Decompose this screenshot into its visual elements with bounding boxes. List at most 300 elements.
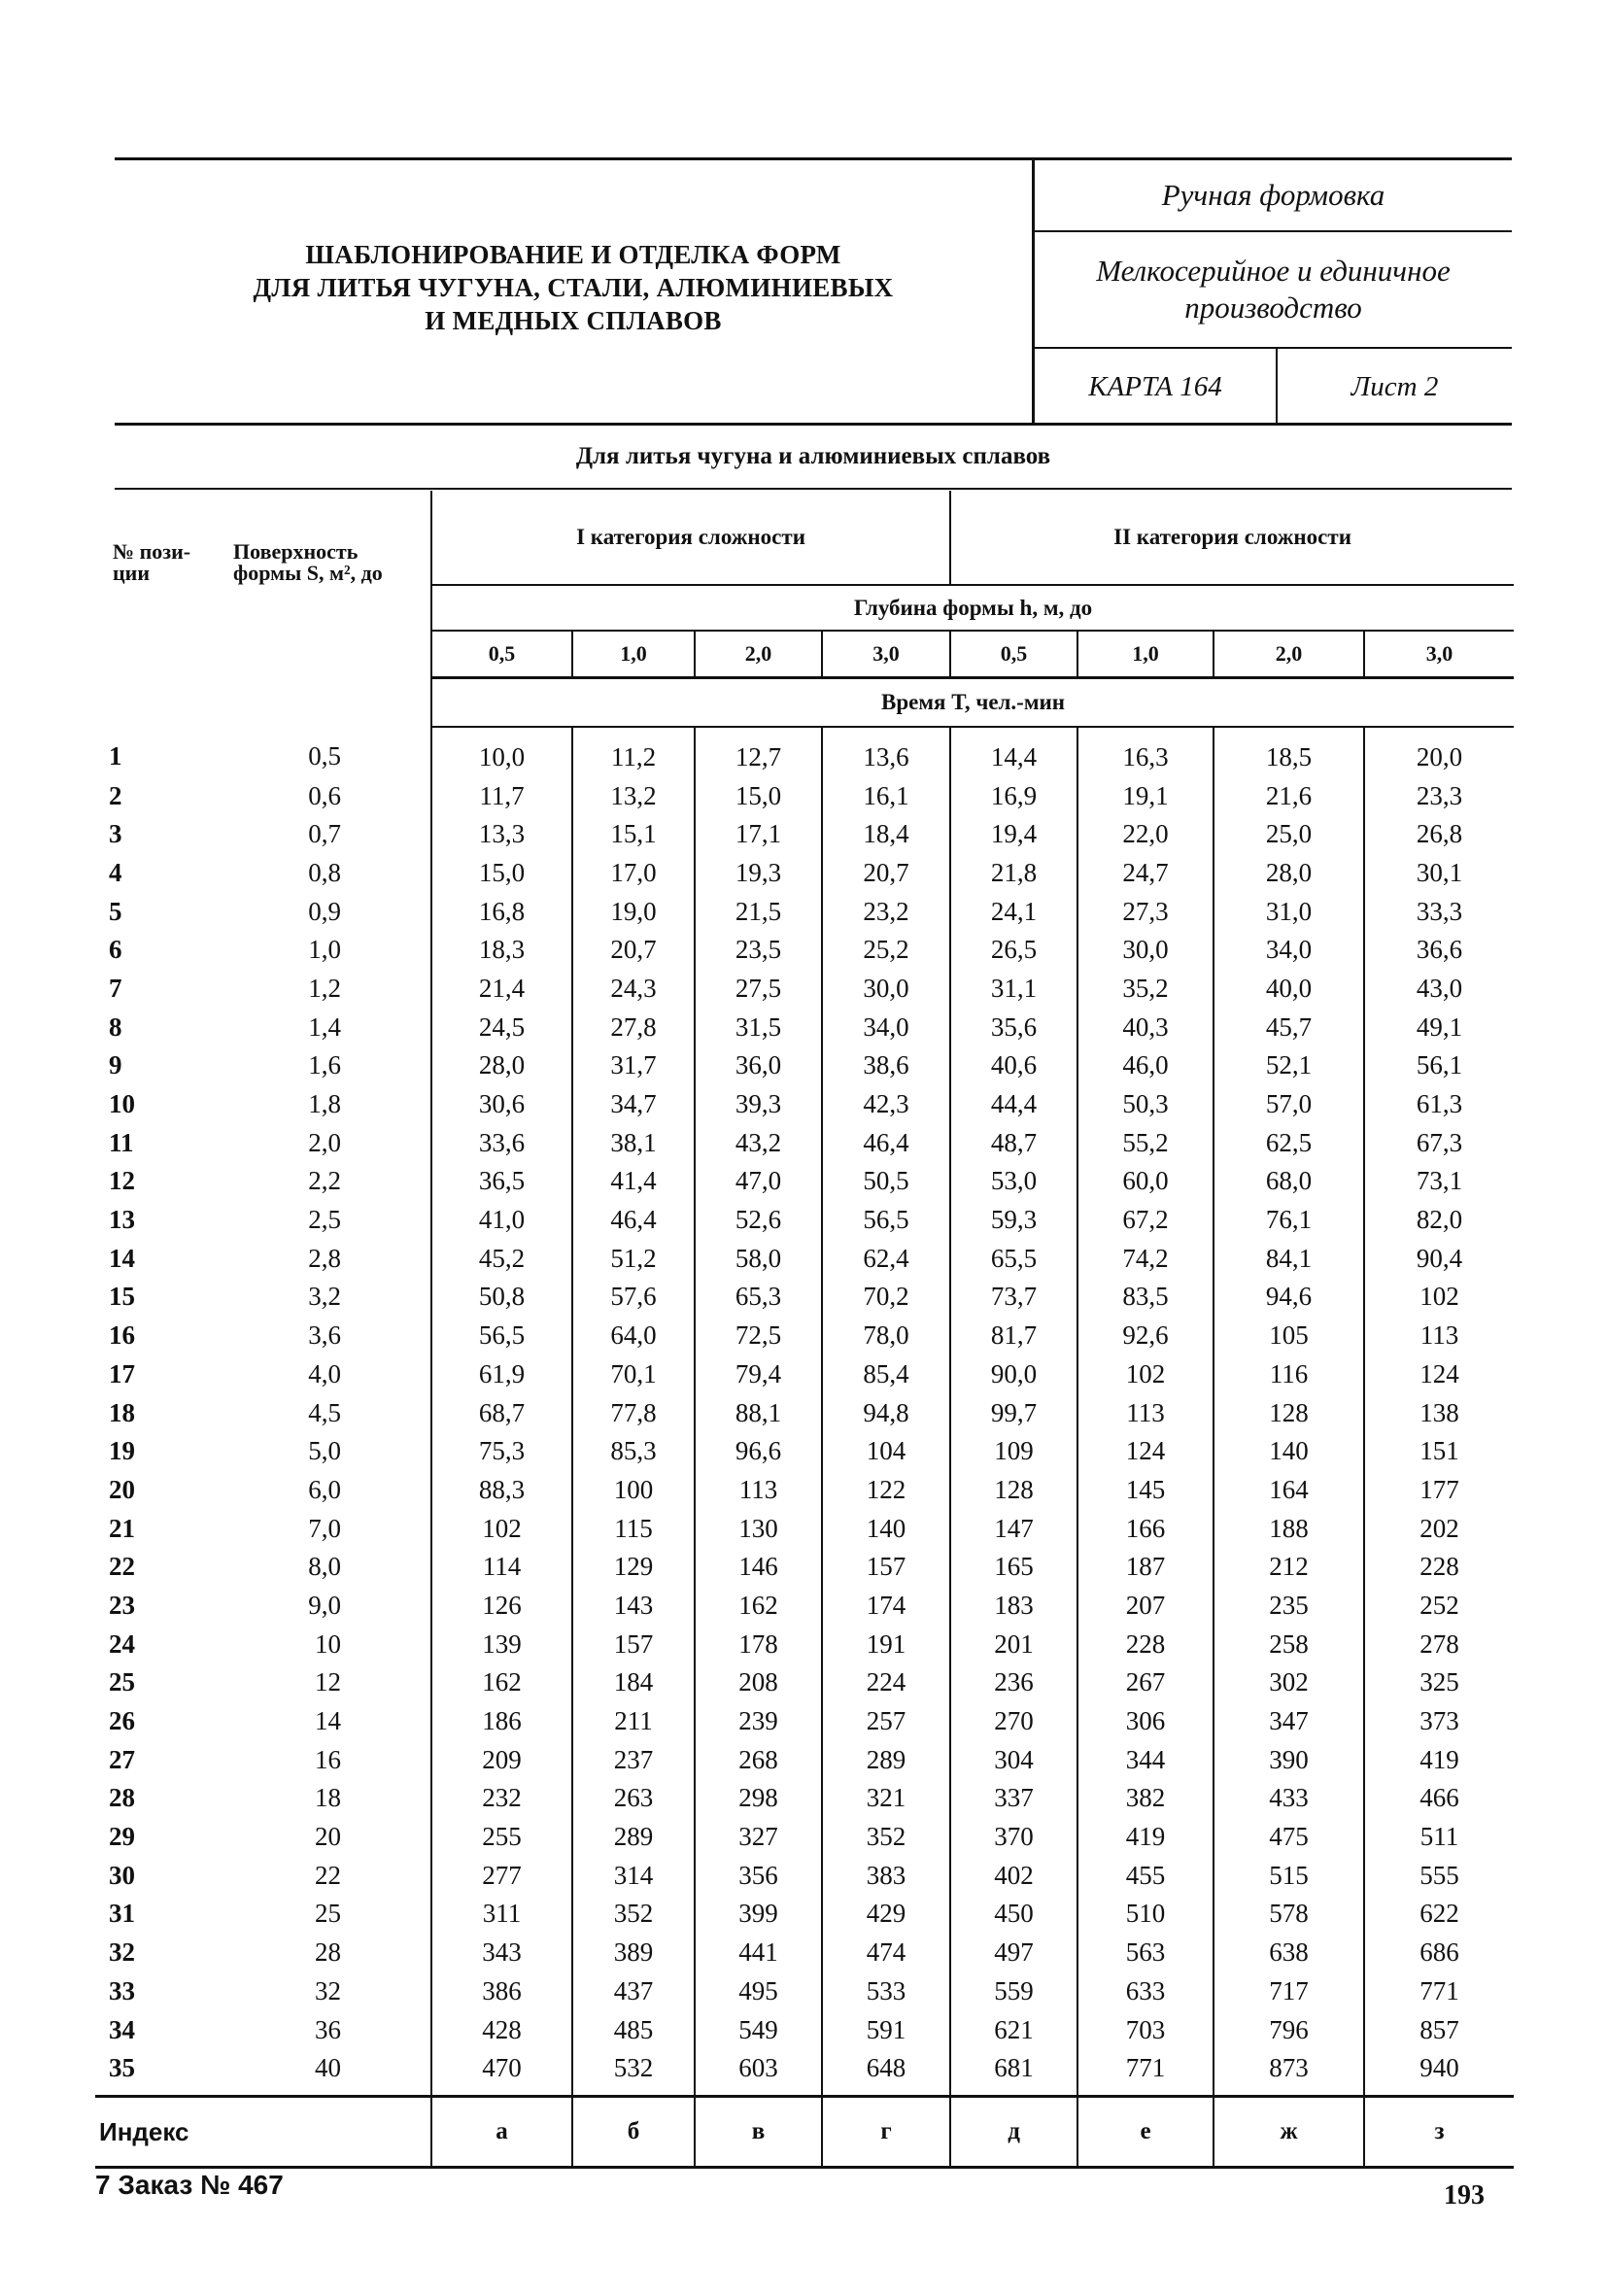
surface-value: 3,6 <box>218 1316 431 1354</box>
time-value: 270 <box>950 1701 1077 1740</box>
time-value: 41,4 <box>572 1162 695 1201</box>
time-value: 188 <box>1214 1509 1364 1548</box>
surface-value: 5,0 <box>218 1431 431 1470</box>
position-number: 2 <box>109 780 122 810</box>
time-value: 139 <box>431 1625 572 1663</box>
time-value: 72,5 <box>695 1316 822 1354</box>
surface-value: 40 <box>218 2048 431 2096</box>
surface-value: 1,2 <box>218 969 431 1008</box>
surface-value: 7,0 <box>218 1509 431 1548</box>
position-number: 10 <box>109 1089 135 1119</box>
time-value: 11,2 <box>572 727 695 776</box>
table-row <box>95 814 1514 853</box>
time-value: 34,0 <box>1214 930 1364 969</box>
time-value: 940 <box>1364 2048 1514 2096</box>
time-value: 129 <box>572 1547 695 1586</box>
time-value: 532 <box>572 2048 695 2096</box>
norms-table <box>95 491 1514 2169</box>
depth-value: 0,5 <box>950 631 1077 678</box>
position-number: 29 <box>109 1822 135 1852</box>
time-value: 140 <box>822 1509 950 1548</box>
time-value: 591 <box>822 2010 950 2049</box>
time-value: 621 <box>950 2010 1077 2049</box>
position-number: 34 <box>109 2014 135 2044</box>
time-value: 21,4 <box>431 969 572 1008</box>
time-value: 82,0 <box>1364 1200 1514 1239</box>
surface-value: 22 <box>218 1856 431 1895</box>
time-value: 578 <box>1214 1895 1364 1934</box>
sheet-number: Лист 2 <box>1351 371 1439 402</box>
surface-value: 4,5 <box>218 1393 431 1432</box>
table-row <box>95 1316 1514 1354</box>
position-number: 1 <box>109 741 122 771</box>
time-value: 236 <box>950 1663 1077 1702</box>
time-value: 370 <box>950 1817 1077 1856</box>
surface-value: 32 <box>218 1971 431 2010</box>
time-value: 96,6 <box>695 1431 822 1470</box>
index-label: Индекс <box>95 2097 431 2168</box>
time-value: 88,3 <box>431 1470 572 1509</box>
table-row <box>95 1431 1514 1470</box>
time-value: 88,1 <box>695 1393 822 1432</box>
position-number: 13 <box>109 1205 135 1235</box>
time-value: 166 <box>1077 1509 1214 1548</box>
time-value: 278 <box>1364 1625 1514 1663</box>
time-value: 128 <box>1214 1393 1364 1432</box>
time-value: 67,2 <box>1077 1200 1214 1239</box>
time-value: 40,3 <box>1077 1008 1214 1046</box>
surface-value: 36 <box>218 2010 431 2049</box>
position-number: 25 <box>109 1667 135 1697</box>
time-value: 555 <box>1364 1856 1514 1895</box>
time-value: 549 <box>695 2010 822 2049</box>
time-value: 78,0 <box>822 1316 950 1354</box>
column-header-position: № пози- ции <box>113 539 191 585</box>
time-value: 113 <box>1077 1393 1214 1432</box>
position-number: 20 <box>109 1474 135 1504</box>
time-value: 382 <box>1077 1779 1214 1818</box>
time-value: 208 <box>695 1663 822 1702</box>
time-value: 33,3 <box>1364 892 1514 931</box>
time-value: 83,5 <box>1077 1278 1214 1317</box>
time-value: 28,0 <box>1214 853 1364 892</box>
time-value: 140 <box>1214 1431 1364 1470</box>
time-value: 64,0 <box>572 1316 695 1354</box>
time-value: 147 <box>950 1509 1077 1548</box>
time-value: 19,0 <box>572 892 695 931</box>
time-value: 559 <box>950 1971 1077 2010</box>
time-value: 46,4 <box>822 1123 950 1162</box>
table-row <box>95 892 1514 931</box>
time-value: 24,3 <box>572 969 695 1008</box>
time-value: 43,2 <box>695 1123 822 1162</box>
table-row <box>95 776 1514 815</box>
time-value: 622 <box>1364 1895 1514 1934</box>
time-value: 124 <box>1077 1431 1214 1470</box>
time-value: 466 <box>1364 1779 1514 1818</box>
time-value: 56,5 <box>431 1316 572 1354</box>
surface-value: 0,7 <box>218 814 431 853</box>
position-number: 24 <box>109 1628 135 1659</box>
time-value: 138 <box>1364 1393 1514 1432</box>
time-value: 31,0 <box>1214 892 1364 931</box>
card-number: КАРТА 164 <box>1035 349 1278 426</box>
time-value: 75,3 <box>431 1431 572 1470</box>
time-value: 68,7 <box>431 1393 572 1432</box>
time-value: 497 <box>950 1933 1077 1971</box>
depth-value: 2,0 <box>695 631 822 678</box>
time-value: 257 <box>822 1701 950 1740</box>
table-row <box>95 1895 1514 1934</box>
time-value: 50,3 <box>1077 1084 1214 1123</box>
card-row <box>1035 349 1512 426</box>
time-value: 428 <box>431 2010 572 2049</box>
time-value: 115 <box>572 1509 695 1548</box>
time-value: 31,5 <box>695 1008 822 1046</box>
table-row <box>95 2010 1514 2049</box>
time-value: 23,2 <box>822 892 950 931</box>
time-value: 178 <box>695 1625 822 1663</box>
time-value: 162 <box>431 1663 572 1702</box>
depth-value: 3,0 <box>1364 631 1514 678</box>
column-index-letter: б <box>572 2097 695 2168</box>
time-value: 433 <box>1214 1779 1364 1818</box>
time-value: 268 <box>695 1740 822 1779</box>
time-value: 211 <box>572 1701 695 1740</box>
time-value: 20,7 <box>822 853 950 892</box>
time-value: 419 <box>1077 1817 1214 1856</box>
position-number: 4 <box>109 857 122 887</box>
time-value: 52,1 <box>1214 1046 1364 1085</box>
position-number: 31 <box>109 1899 135 1929</box>
surface-value: 1,4 <box>218 1008 431 1046</box>
time-value: 41,0 <box>431 1200 572 1239</box>
time-value: 356 <box>695 1856 822 1895</box>
surface-value: 1,8 <box>218 1084 431 1123</box>
time-value: 475 <box>1214 1817 1364 1856</box>
depth-value: 1,0 <box>1077 631 1214 678</box>
time-value: 157 <box>572 1625 695 1663</box>
time-value: 22,0 <box>1077 814 1214 853</box>
time-value: 70,1 <box>572 1354 695 1393</box>
time-value: 16,1 <box>822 776 950 815</box>
time-value: 45,7 <box>1214 1008 1364 1046</box>
time-value: 56,1 <box>1364 1046 1514 1085</box>
time-value: 74,2 <box>1077 1239 1214 1278</box>
table-row <box>95 1084 1514 1123</box>
position-number: 8 <box>109 1011 122 1042</box>
time-value: 321 <box>822 1779 950 1818</box>
column-index-letter: в <box>695 2097 822 2168</box>
table-row <box>95 1470 1514 1509</box>
time-value: 23,3 <box>1364 776 1514 815</box>
time-value: 116 <box>1214 1354 1364 1393</box>
position-number: 33 <box>109 1975 135 2005</box>
time-value: 145 <box>1077 1470 1214 1509</box>
time-value: 109 <box>950 1431 1077 1470</box>
table-row <box>95 1701 1514 1740</box>
time-value: 36,5 <box>431 1162 572 1201</box>
time-value: 67,3 <box>1364 1123 1514 1162</box>
time-value: 102 <box>431 1509 572 1548</box>
time-value: 239 <box>695 1701 822 1740</box>
time-value: 232 <box>431 1779 572 1818</box>
time-value: 11,7 <box>431 776 572 815</box>
subtitle-divider <box>115 488 1512 490</box>
time-value: 289 <box>822 1740 950 1779</box>
time-value: 25,0 <box>1214 814 1364 853</box>
time-value: 304 <box>950 1740 1077 1779</box>
time-value: 24,5 <box>431 1008 572 1046</box>
time-value: 130 <box>695 1509 822 1548</box>
time-value: 327 <box>695 1817 822 1856</box>
position-number: 11 <box>109 1127 134 1157</box>
time-value: 344 <box>1077 1740 1214 1779</box>
time-value: 12,7 <box>695 727 822 776</box>
time-value: 114 <box>431 1547 572 1586</box>
time-value: 162 <box>695 1586 822 1625</box>
time-value: 228 <box>1077 1625 1214 1663</box>
time-value: 47,0 <box>695 1162 822 1201</box>
column-header-time: Время T, чел.-мин <box>431 678 1514 728</box>
time-value: 419 <box>1364 1740 1514 1779</box>
table-row <box>95 969 1514 1008</box>
time-value: 474 <box>822 1933 950 1971</box>
position-number: 12 <box>109 1166 135 1196</box>
column-index-letter: з <box>1364 2097 1514 2168</box>
time-value: 57,0 <box>1214 1084 1364 1123</box>
time-value: 648 <box>822 2048 950 2096</box>
time-value: 16,8 <box>431 892 572 931</box>
time-value: 20,7 <box>572 930 695 969</box>
order-number: 7 Заказ № 467 <box>95 2170 284 2200</box>
position-number: 16 <box>109 1320 135 1351</box>
time-value: 104 <box>822 1431 950 1470</box>
time-value: 58,0 <box>695 1239 822 1278</box>
table-row <box>95 1663 1514 1702</box>
column-header-surface: Поверхность формы S, м², до <box>218 491 431 727</box>
time-value: 450 <box>950 1895 1077 1934</box>
table-row <box>95 1971 1514 2010</box>
time-value: 187 <box>1077 1547 1214 1586</box>
column-index-letter: д <box>950 2097 1077 2168</box>
table-row <box>95 1740 1514 1779</box>
time-value: 30,1 <box>1364 853 1514 892</box>
table-row <box>95 2048 1514 2096</box>
time-value: 201 <box>950 1625 1077 1663</box>
table-row <box>95 1856 1514 1895</box>
time-value: 62,4 <box>822 1239 950 1278</box>
time-value: 389 <box>572 1933 695 1971</box>
time-value: 21,6 <box>1214 776 1364 815</box>
time-value: 177 <box>1364 1470 1514 1509</box>
index-row <box>95 2097 1514 2168</box>
time-value: 402 <box>950 1856 1077 1895</box>
time-value: 85,3 <box>572 1431 695 1470</box>
position-number: 14 <box>109 1243 135 1273</box>
time-value: 252 <box>1364 1586 1514 1625</box>
time-value: 470 <box>431 2048 572 2096</box>
surface-value: 9,0 <box>218 1586 431 1625</box>
table-row <box>95 1239 1514 1278</box>
time-value: 43,0 <box>1364 969 1514 1008</box>
time-value: 65,3 <box>695 1278 822 1317</box>
time-value: 151 <box>1364 1431 1514 1470</box>
position-number: 28 <box>109 1783 135 1813</box>
time-value: 255 <box>431 1817 572 1856</box>
time-value: 105 <box>1214 1316 1364 1354</box>
time-value: 258 <box>1214 1625 1364 1663</box>
column-index-letter: ж <box>1214 2097 1364 2168</box>
time-value: 209 <box>431 1740 572 1779</box>
time-value: 31,1 <box>950 969 1077 1008</box>
time-value: 455 <box>1077 1856 1214 1895</box>
time-value: 99,7 <box>950 1393 1077 1432</box>
time-value: 90,4 <box>1364 1239 1514 1278</box>
table-row <box>95 1008 1514 1046</box>
time-value: 35,2 <box>1077 969 1214 1008</box>
time-value: 102 <box>1364 1278 1514 1317</box>
time-value: 30,6 <box>431 1084 572 1123</box>
time-value: 638 <box>1214 1933 1364 1971</box>
time-value: 343 <box>431 1933 572 1971</box>
column-index-letter: г <box>822 2097 950 2168</box>
surface-value: 20 <box>218 1817 431 1856</box>
molding-method: Ручная формовка <box>1035 160 1512 232</box>
surface-value: 0,6 <box>218 776 431 815</box>
time-value: 100 <box>572 1470 695 1509</box>
time-value: 30,0 <box>1077 930 1214 969</box>
time-value: 31,7 <box>572 1046 695 1085</box>
time-value: 55,2 <box>1077 1123 1214 1162</box>
time-value: 386 <box>431 1971 572 2010</box>
time-value: 59,3 <box>950 1200 1077 1239</box>
time-value: 603 <box>695 2048 822 2096</box>
time-value: 27,3 <box>1077 892 1214 931</box>
column-header-category-1: I категория сложности <box>431 491 950 585</box>
time-value: 13,2 <box>572 776 695 815</box>
header-info-panel <box>1032 160 1512 423</box>
time-value: 873 <box>1214 2048 1364 2096</box>
production-type-text: Мелкосерийное и единичное производство <box>1096 254 1451 325</box>
surface-value: 18 <box>218 1779 431 1818</box>
time-value: 771 <box>1077 2048 1214 2096</box>
time-value: 237 <box>572 1740 695 1779</box>
surface-value: 2,8 <box>218 1239 431 1278</box>
surface-value: 2,5 <box>218 1200 431 1239</box>
time-value: 51,2 <box>572 1239 695 1278</box>
time-value: 18,4 <box>822 814 950 853</box>
time-value: 18,5 <box>1214 727 1364 776</box>
time-value: 61,3 <box>1364 1084 1514 1123</box>
position-number: 3 <box>109 819 122 849</box>
time-value: 703 <box>1077 2010 1214 2049</box>
time-value: 352 <box>572 1895 695 1934</box>
table-row <box>95 1625 1514 1663</box>
column-header-category-2: II категория сложности <box>950 491 1514 585</box>
time-value: 15,0 <box>695 776 822 815</box>
surface-value: 12 <box>218 1663 431 1702</box>
table-row <box>95 1817 1514 1856</box>
depth-value: 0,5 <box>431 631 572 678</box>
position-number: 15 <box>109 1282 135 1312</box>
time-value: 79,4 <box>695 1354 822 1393</box>
time-value: 113 <box>695 1470 822 1509</box>
position-number: 9 <box>109 1050 122 1080</box>
surface-value: 2,2 <box>218 1162 431 1201</box>
time-value: 717 <box>1214 1971 1364 2010</box>
position-number: 32 <box>109 1937 135 1968</box>
time-value: 39,3 <box>695 1084 822 1123</box>
time-value: 68,0 <box>1214 1162 1364 1201</box>
time-value: 102 <box>1077 1354 1214 1393</box>
time-value: 311 <box>431 1895 572 1934</box>
table-row <box>95 1278 1514 1317</box>
time-value: 56,5 <box>822 1200 950 1239</box>
time-value: 38,6 <box>822 1046 950 1085</box>
time-value: 36,0 <box>695 1046 822 1085</box>
time-value: 306 <box>1077 1701 1214 1740</box>
time-value: 184 <box>572 1663 695 1702</box>
time-value: 50,8 <box>431 1278 572 1317</box>
table-subtitle: Для литья чугуна и алюминиевых сплавов <box>575 443 1051 469</box>
time-value: 224 <box>822 1663 950 1702</box>
time-value: 65,5 <box>950 1239 1077 1278</box>
time-value: 633 <box>1077 1971 1214 2010</box>
time-value: 10,0 <box>431 727 572 776</box>
surface-value: 0,9 <box>218 892 431 931</box>
depth-value: 2,0 <box>1214 631 1364 678</box>
depth-value: 1,0 <box>572 631 695 678</box>
time-value: 21,5 <box>695 892 822 931</box>
table-row <box>95 1354 1514 1393</box>
time-value: 126 <box>431 1586 572 1625</box>
time-value: 228 <box>1364 1547 1514 1586</box>
time-value: 146 <box>695 1547 822 1586</box>
time-value: 48,7 <box>950 1123 1077 1162</box>
time-value: 76,1 <box>1214 1200 1364 1239</box>
time-value: 19,1 <box>1077 776 1214 815</box>
position-number: 7 <box>109 973 122 1003</box>
table-row <box>95 1586 1514 1625</box>
time-value: 46,4 <box>572 1200 695 1239</box>
time-value: 34,7 <box>572 1084 695 1123</box>
time-value: 164 <box>1214 1470 1364 1509</box>
time-value: 202 <box>1364 1509 1514 1548</box>
table-row <box>95 1509 1514 1548</box>
time-value: 19,3 <box>695 853 822 892</box>
time-value: 289 <box>572 1817 695 1856</box>
time-value: 24,1 <box>950 892 1077 931</box>
time-value: 40,6 <box>950 1046 1077 1085</box>
time-value: 191 <box>822 1625 950 1663</box>
time-value: 60,0 <box>1077 1162 1214 1201</box>
time-value: 212 <box>1214 1547 1364 1586</box>
table-body <box>95 727 1514 2097</box>
time-value: 325 <box>1364 1663 1514 1702</box>
surface-value: 1,6 <box>218 1046 431 1085</box>
time-value: 57,6 <box>572 1278 695 1317</box>
surface-value: 25 <box>218 1895 431 1934</box>
time-value: 511 <box>1364 1817 1514 1856</box>
time-value: 174 <box>822 1586 950 1625</box>
time-value: 13,6 <box>822 727 950 776</box>
position-number: 27 <box>109 1744 135 1774</box>
position-number: 26 <box>109 1706 135 1736</box>
time-value: 263 <box>572 1779 695 1818</box>
position-number: 30 <box>109 1860 135 1890</box>
depth-value: 3,0 <box>822 631 950 678</box>
